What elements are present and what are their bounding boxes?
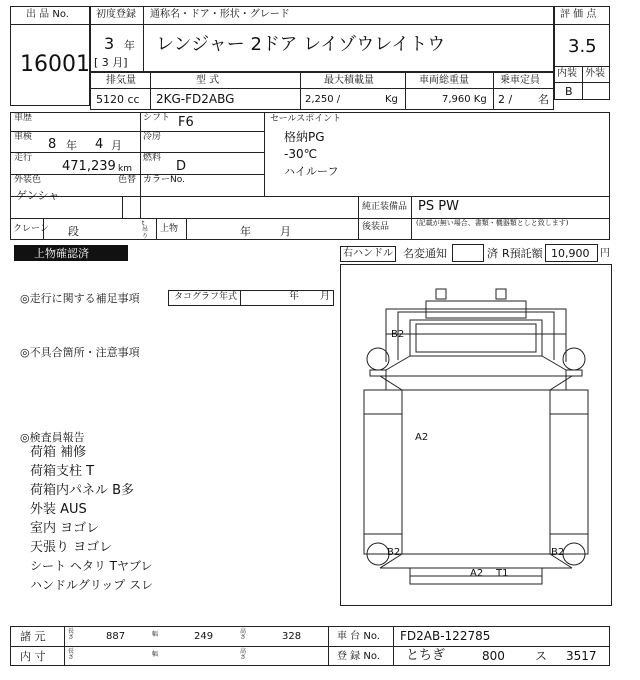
crane-ton-unit: t 吊り	[142, 220, 149, 240]
interior-grade: B	[565, 85, 573, 98]
mileage-unit: km	[118, 164, 132, 174]
defects-label: ◎不具合箇所・注意事項	[20, 346, 140, 359]
mileage-label: 走行	[14, 153, 33, 163]
inner-dims-label: 内 寸	[20, 650, 46, 663]
inner-width-label: 幅	[152, 651, 159, 658]
height-label: 高さ	[240, 628, 247, 642]
steering-value: 右ハンドル	[343, 248, 393, 259]
gross-weight-label: 車両総重量	[419, 75, 469, 86]
tachograph-month-unit: 月	[320, 291, 330, 302]
inspector-item: 室内 ヨゴレ	[30, 521, 100, 536]
inspector-item: 外装 AUS	[30, 502, 87, 517]
displacement: 5120 cc	[96, 93, 140, 106]
height-value: 328	[282, 631, 302, 642]
mileage-value: 471,239	[62, 159, 116, 174]
fuel-label: 燃料	[143, 153, 162, 163]
crane-stage-unit: 段	[68, 225, 79, 238]
ext-color-label: 外装色	[14, 175, 42, 185]
equipment-label: 純正装備品	[362, 202, 408, 212]
inner-height-label: 高さ	[240, 648, 247, 662]
inspection-year: 8	[48, 137, 57, 152]
first-reg-label: 初度登録	[96, 9, 136, 20]
first-reg-year-unit: 年	[124, 39, 135, 52]
damage-mark: A2	[415, 432, 429, 443]
plate-region: とちぎ	[406, 648, 446, 663]
inspection-year-unit: 年	[66, 139, 77, 152]
ac-label: 冷房	[143, 132, 162, 142]
recycle-separator: 済	[487, 247, 498, 260]
name-change-box	[452, 244, 484, 262]
max-load: 2,250 /	[305, 94, 341, 105]
inspector-item: 天張り ヨゴレ	[30, 540, 113, 555]
score-label: 評 価 点	[560, 9, 597, 20]
dimensions-label: 諸 元	[20, 630, 46, 643]
length-value: 887	[106, 631, 126, 642]
inspector-item: 荷箱内パネル B多	[30, 483, 135, 498]
crane-label: クレーン	[13, 224, 49, 234]
name-change-label: 名変通知	[403, 247, 447, 260]
upper-label: 上物	[160, 224, 179, 234]
color-no-label: カラーNo.	[143, 175, 185, 185]
max-load-unit: Kg	[385, 94, 398, 105]
first-reg-month: [ 3 月]	[94, 56, 128, 69]
plate-kana: ス	[535, 649, 548, 663]
sales-point-item: ハイルーフ	[284, 165, 339, 178]
upper-year-unit: 年	[240, 225, 251, 238]
car-name: レンジャー 2ドア レイゾウレイトウ	[156, 34, 446, 55]
max-load-label: 最大積載量	[324, 75, 374, 86]
capacity-unit: 名	[538, 93, 549, 106]
damage-mark: A2	[470, 568, 484, 579]
interior-grade-label: 内装	[557, 68, 577, 79]
equipment-value: PS PW	[418, 199, 459, 214]
inspector-item: 荷箱支柱 T	[30, 464, 95, 479]
exterior-grade-label: 外装	[585, 68, 605, 79]
upper-month-unit: 月	[280, 225, 291, 238]
shift-value: F6	[178, 115, 194, 130]
ext-color-value: ゲンシャ	[16, 189, 60, 202]
first-reg-year: 3	[104, 34, 115, 53]
inspector-item: ハンドルグリップ スレ	[30, 578, 154, 592]
inspector-item: 荷箱 補修	[30, 445, 87, 460]
capacity: 2 /	[498, 93, 513, 106]
sales-point-item: -30℃	[284, 147, 318, 161]
inner-length-label: 長さ	[68, 648, 75, 662]
chassis-number: FD2AB-122785	[400, 629, 491, 643]
sales-point-item: 格納PG	[284, 130, 325, 144]
recycle-unit: 円	[600, 248, 610, 259]
damage-mark: T1	[496, 568, 509, 579]
plate-label: 登 録 No.	[337, 651, 380, 662]
history-label: 車歴	[14, 113, 33, 123]
color-change-label: 色替	[118, 175, 137, 185]
damage-mark: B2	[391, 329, 405, 340]
lot-number: 16001	[20, 52, 90, 77]
recycle-label: R預託額	[502, 247, 543, 260]
displacement-label: 排気量	[106, 75, 136, 86]
model-type: 2KG-FD2ABG	[156, 92, 235, 106]
length-label: 長さ	[68, 628, 75, 642]
chassis-label: 車 台 No.	[337, 631, 380, 642]
supplement-label: ◎走行に関する補足事項	[20, 292, 140, 305]
gross-weight: 7,960 Kg	[442, 94, 487, 105]
lot-label: 出 品 No.	[26, 9, 69, 20]
section-title: 上物確認済	[14, 245, 128, 261]
damage-mark: B2	[551, 547, 565, 558]
sales-points-label: セールスポイント	[270, 114, 342, 124]
plate-number: 3517	[566, 649, 597, 663]
width-label: 幅	[152, 631, 159, 638]
inspection-month-unit: 月	[111, 139, 122, 152]
recycle-amount: 10,900	[551, 247, 590, 260]
tachograph-year-unit: 年	[289, 291, 299, 302]
model-label: 通称名・ドア・形状・グレード	[150, 9, 290, 20]
fuel-value: D	[176, 159, 187, 174]
tachograph-label: タコグラフ年式	[174, 292, 238, 302]
inspection-label: 車検	[14, 132, 33, 142]
inspector-label: ◎検査員報告	[20, 431, 85, 444]
capacity-label: 乗車定員	[500, 75, 540, 86]
aftermarket-note: (記載が無い場合、書類・機器類としと致します)	[416, 219, 569, 227]
inspection-month: 4	[95, 137, 104, 152]
inspector-item: シート ヘタリ Tヤブレ	[30, 559, 153, 573]
plate-class: 800	[482, 649, 505, 663]
score-value: 3.5	[568, 36, 597, 57]
truck-damage-diagram	[340, 264, 612, 606]
damage-mark: B2	[387, 547, 401, 558]
model-type-label: 型 式	[196, 75, 220, 86]
aftermarket-label: 後装品	[362, 222, 390, 232]
width-value: 249	[194, 631, 214, 642]
shift-label: シフト	[143, 113, 171, 123]
